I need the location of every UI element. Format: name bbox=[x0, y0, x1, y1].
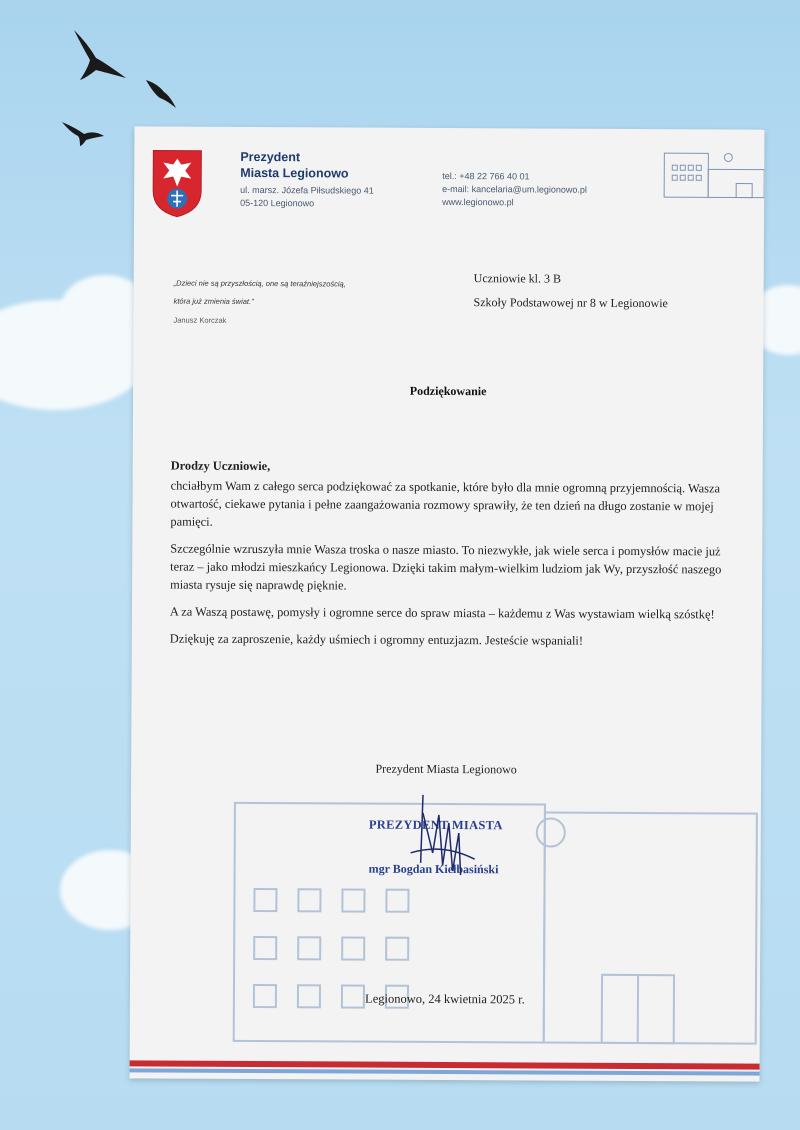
address-street: ul. marsz. Józefa Piłsudskiego 41 bbox=[240, 184, 374, 196]
bird-icon bbox=[74, 30, 126, 80]
quote-author: Janusz Korczak bbox=[173, 315, 227, 325]
letter-title: Podziękowanie bbox=[409, 383, 487, 399]
footer-stripe-blue bbox=[130, 1068, 760, 1075]
background-building-illustration bbox=[230, 797, 761, 1050]
building-logo-icon bbox=[662, 147, 764, 202]
signatory-role: Prezydent Miasta Legionowo bbox=[375, 761, 517, 777]
stamp-name: mgr Bogdan Kiełbasiński bbox=[368, 861, 499, 877]
paragraph-4: Dziękuję za zaproszenie, każdy uśmiech i ogromny entuzjazm. Jesteście wspaniali! bbox=[169, 631, 584, 648]
issuer-title-line1: Prezydent bbox=[240, 149, 301, 165]
address-postal: 05-120 Legionowo bbox=[240, 197, 315, 209]
quote-line1: „Dzieci nie są przyszłością, one są teraźniejszością, bbox=[173, 278, 346, 289]
quote-line2: która już zmienia świat.” bbox=[173, 296, 254, 306]
paragraph-3: A za Waszą postawę, pomysły i ogromne serce do spraw miasta – każdemu z Was wystawiam wielką szóstkę! bbox=[169, 604, 715, 622]
issuer-contact bbox=[442, 170, 587, 210]
greeting: Drodzy Uczniowie, bbox=[170, 458, 271, 474]
contact-website[interactable]: www.legionowo.pl bbox=[442, 196, 514, 208]
issuer-address bbox=[240, 184, 374, 211]
place-and-date: Legionowo, 24 kwietnia 2025 r. bbox=[365, 991, 525, 1007]
bird-icon bbox=[146, 80, 176, 108]
paragraph-2: Szczególnie wzruszyła mnie Wasza troska o nasze miasto. To niezwykłe, jak wiele serca i pomysłów macie już teraz – jako młodzi mieszkańcy Legionowa. Dzięki takim małym-wielkim ludziom jak Wy, przyszłość naszego miasta rysuje się naprawdę pięknie. bbox=[170, 541, 722, 593]
issuer-title-line2: Miasta Legionowo bbox=[240, 165, 349, 181]
issuer-title bbox=[240, 149, 349, 182]
contact-email[interactable]: e-mail: kancelaria@um.legionowo.pl bbox=[442, 183, 587, 195]
korczak-quote bbox=[174, 275, 394, 312]
recipient-school: Szkoły Podstawowej nr 8 w Legionowie bbox=[473, 295, 668, 311]
letter-page bbox=[130, 126, 765, 1081]
stamp-title: PREZYDENT MIASTA bbox=[368, 817, 503, 833]
recipient-class: Uczniowie kl. 3 B bbox=[473, 271, 562, 286]
bird-icon bbox=[62, 122, 104, 146]
handwritten-signature-icon bbox=[403, 793, 483, 888]
letter-body bbox=[170, 457, 731, 660]
paragraph-1: chciałbym Wam z całego serca podziękować za spotkanie, które było dla mnie ogromną przyjemnością. Wasza otwartość, ciekawe pytania i pełne zaangażowania rozmowy sprawiły, że ten dzień na długo zostanie w mojej pamięci. bbox=[170, 478, 721, 529]
city-crest-icon bbox=[151, 148, 203, 218]
recipient bbox=[474, 266, 669, 315]
contact-tel: tel.: +48 22 766 40 01 bbox=[442, 170, 530, 182]
